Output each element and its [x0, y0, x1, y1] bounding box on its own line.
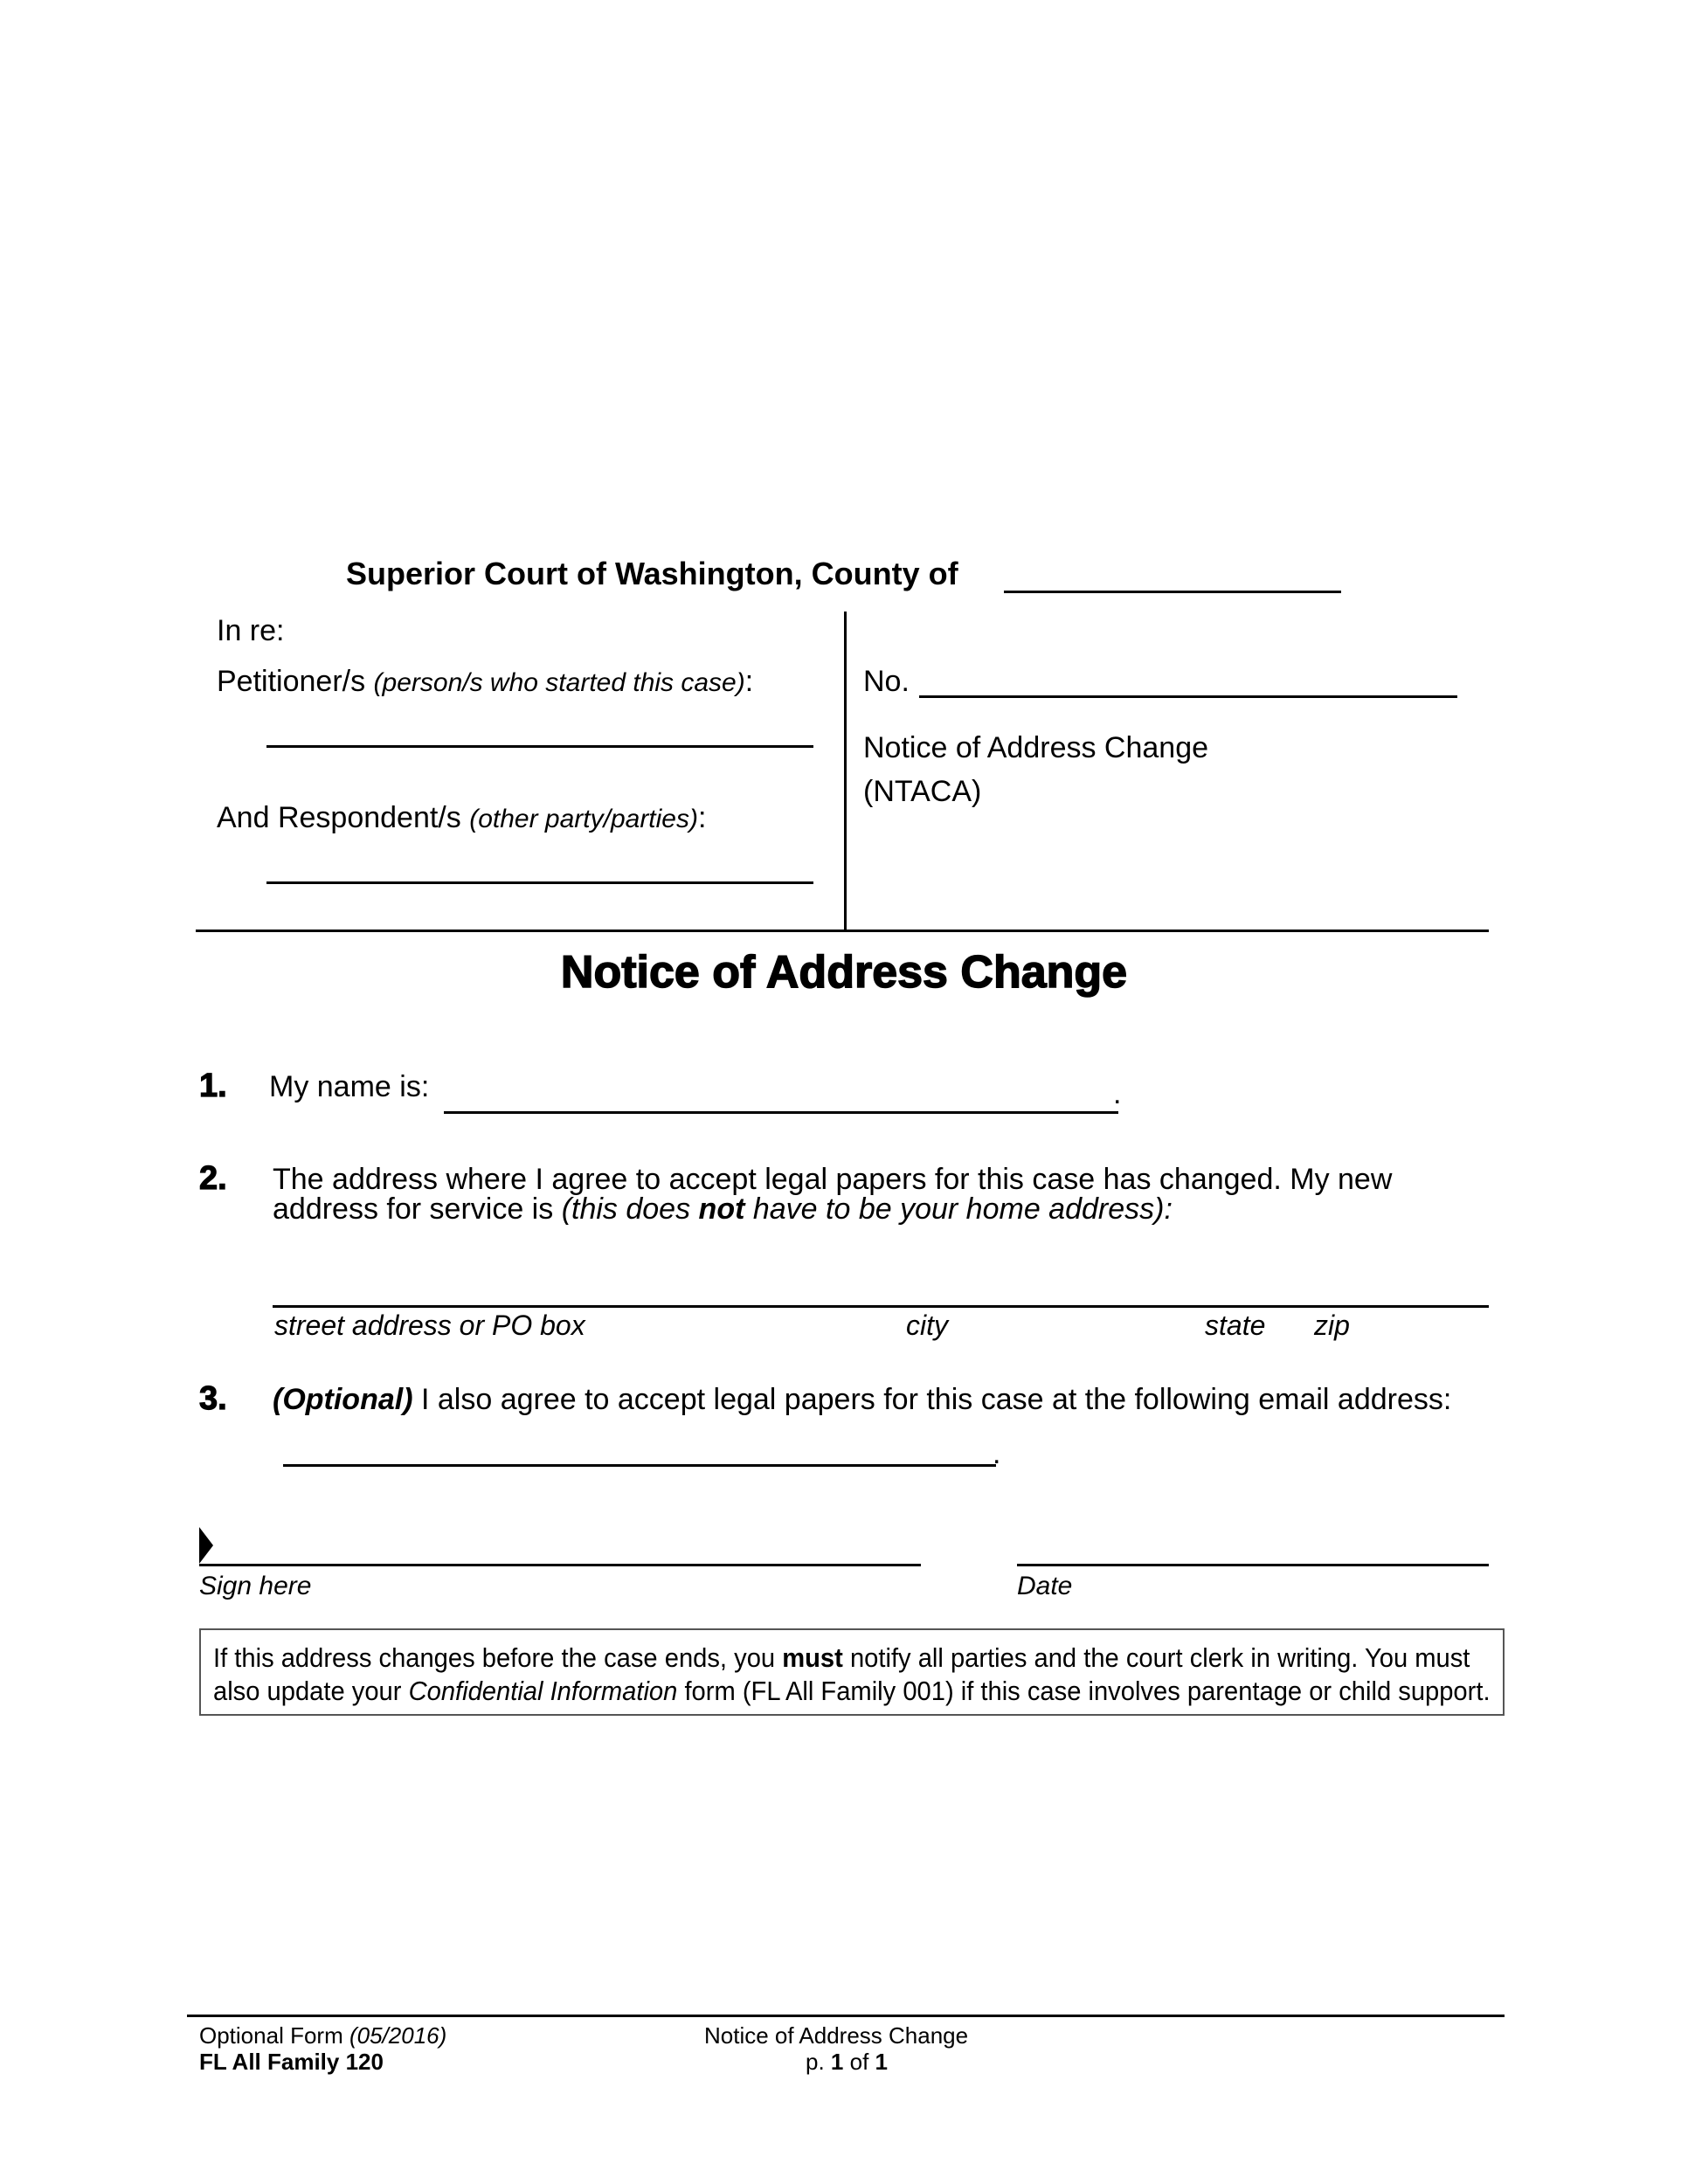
respondent-colon: :	[698, 801, 707, 834]
state-sublabel: state	[1205, 1310, 1266, 1341]
caption-divider	[844, 612, 847, 931]
petitioner-label-row	[217, 664, 753, 701]
footer-page-of: of	[849, 2049, 869, 2075]
respondent-hint: (other party/parties)	[469, 805, 698, 833]
petitioner-colon: :	[744, 665, 754, 698]
notice-line1-b: notify all parties and the court clerk in writing. You must	[849, 1642, 1470, 1673]
notice-line1-bold: must	[782, 1642, 843, 1673]
item3-text-row	[273, 1382, 1451, 1417]
item3-number: 3.	[199, 1380, 227, 1417]
case-number-label: No.	[863, 665, 910, 698]
county-field[interactable]	[1004, 591, 1341, 593]
item2-line2-italic-b: have to be your home address):	[752, 1192, 1173, 1226]
date-label: Date	[1017, 1572, 1073, 1600]
notice-box	[199, 1628, 1505, 1716]
page-title: Notice of Address Change	[560, 947, 1128, 998]
case-number-field[interactable]	[919, 695, 1457, 698]
item2-number: 2.	[199, 1160, 227, 1197]
item3-text: I also agree to accept legal papers for this case at the following email address:	[420, 1383, 1452, 1416]
street-sublabel: street address or PO box	[274, 1310, 585, 1341]
signature-field[interactable]	[199, 1564, 921, 1566]
footer-version: (05/2016)	[349, 2022, 447, 2049]
footer-page-prefix: p.	[806, 2049, 825, 2075]
petitioner-hint: (person/s who started this case)	[373, 668, 745, 697]
respondent-label-row	[217, 800, 706, 837]
footer-form-code: FL All Family 120	[199, 2049, 384, 2075]
zip-sublabel: zip	[1314, 1310, 1350, 1341]
footer-doc-title: Notice of Address Change	[704, 2022, 969, 2049]
form-title-line1: Notice of Address Change	[863, 731, 1209, 764]
notice-line2	[213, 1676, 1491, 1707]
footer-optional-label: Optional Form	[199, 2022, 343, 2049]
sign-arrow-icon	[199, 1527, 215, 1564]
item2-line2-bold: not	[698, 1192, 745, 1226]
petitioner-name-field[interactable]	[266, 745, 813, 748]
respondent-label: And Respondent/s	[217, 801, 461, 834]
item2-line1: The address where I agree to accept legal papers for this case has changed. My new	[273, 1163, 1393, 1196]
footer-page-number	[806, 2048, 888, 2076]
email-field[interactable]	[283, 1464, 996, 1467]
notice-line2-italic: Confidential Information	[408, 1676, 678, 1706]
footer-page-current: 1	[830, 2049, 844, 2075]
item1-label: My name is:	[269, 1070, 430, 1103]
service-address-field[interactable]	[273, 1305, 1489, 1308]
in-re-label: In re:	[217, 614, 285, 647]
sign-here-label: Sign here	[199, 1572, 312, 1600]
item2-line2-prefix: address for service is	[273, 1192, 554, 1226]
footer-rule	[187, 2015, 1505, 2017]
notice-line2-b: form (FL All Family 001) if this case involves parentage or child support.	[684, 1676, 1491, 1706]
notice-line1	[213, 1642, 1470, 1674]
item3-period: .	[993, 1437, 1001, 1470]
form-title-line2: (NTACA)	[863, 775, 982, 808]
item1-period: .	[1113, 1077, 1122, 1110]
court-title: Superior Court of Washington, County of	[346, 556, 958, 591]
notice-line2-a: also update your	[213, 1676, 402, 1706]
name-field[interactable]	[444, 1111, 1118, 1114]
footer-page-total: 1	[875, 2049, 889, 2075]
caption-bottom-rule	[196, 930, 1489, 932]
footer-optional-form	[199, 2022, 446, 2049]
petitioner-label: Petitioner/s	[217, 665, 366, 698]
notice-line1-a: If this address changes before the case ends, you	[213, 1642, 776, 1673]
item1-number: 1.	[199, 1068, 227, 1104]
item2-line2-italic-a: (this does	[561, 1192, 691, 1226]
item3-optional: (Optional)	[273, 1383, 413, 1416]
date-field[interactable]	[1017, 1564, 1489, 1566]
item2-line2	[273, 1192, 1173, 1227]
city-sublabel: city	[906, 1310, 948, 1341]
respondent-name-field[interactable]	[266, 881, 813, 884]
